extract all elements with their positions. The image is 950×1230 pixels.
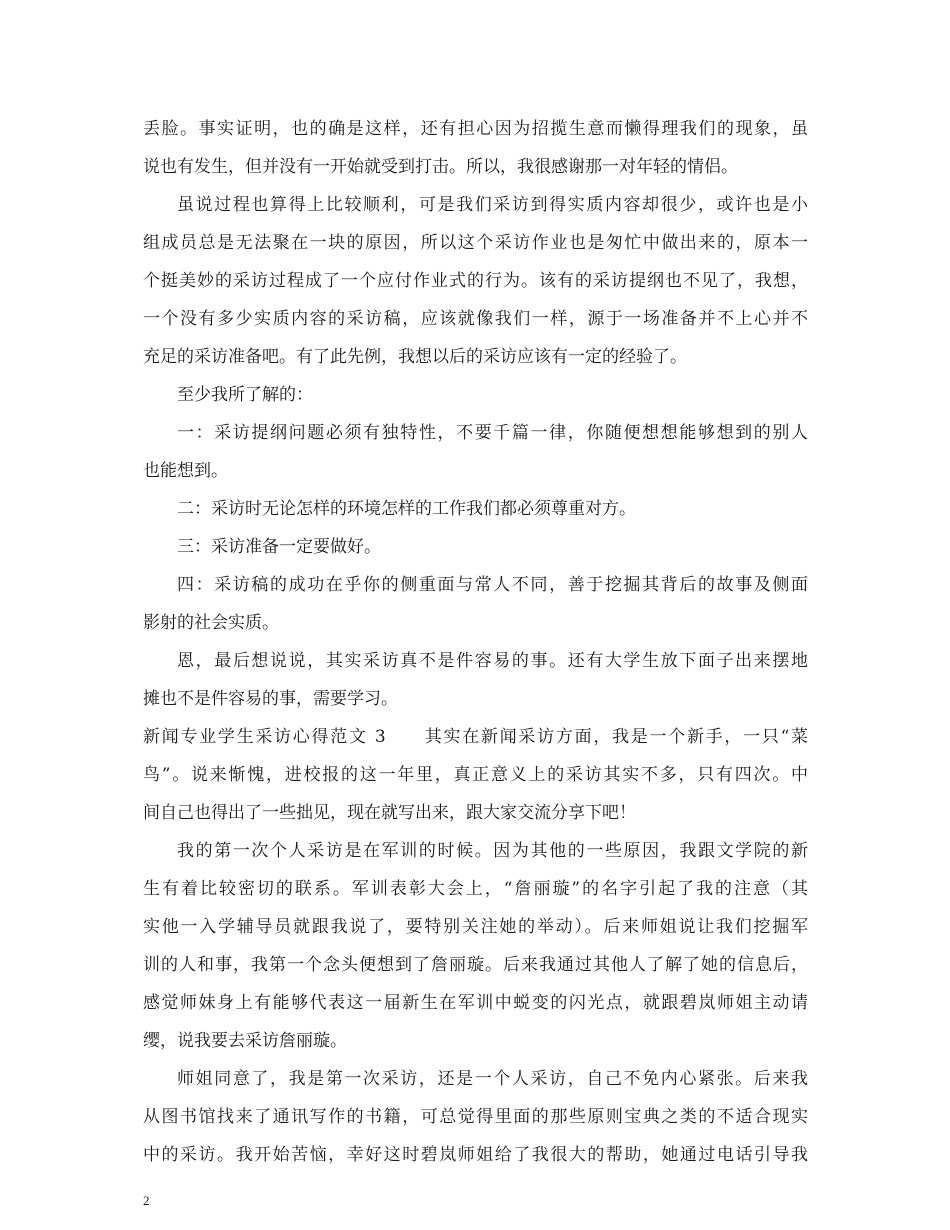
text-line: 师姐同意了，我是第一次采访，还是一个人采访，自己不免内心紧张。后来我	[177, 1069, 808, 1089]
text-line: 个挺美妙的采访过程成了一个应付作业式的行为。该有的采访提纲也不见了，我想，	[143, 271, 808, 291]
text-line: 感觉师妹身上有能够代表这一届新生在军训中蜕变的闪光点，就跟碧岚师姐主动请	[143, 993, 808, 1013]
text-line: 一个没有多少实质内容的采访稿，应该就像我们一样，源于一场准备并不上心并不	[143, 309, 808, 329]
text-line: 我的第一次个人采访是在军训的时候。因为其他的一些原因，我跟文学院的新	[177, 841, 808, 861]
text-line: 恩，最后想说说，其实采访真不是件容易的事。还有大学生放下面子出来摆地	[177, 651, 808, 671]
text-line: 中的采访。我开始苦恼，幸好这时碧岚师姐给了我很大的帮助，她通过电话引导我	[143, 1145, 808, 1165]
text-line: 鸟”。说来惭愧，进校报的这一年里，真正意义上的采访其实不多，只有四次。中	[143, 765, 808, 785]
text-line: 从图书馆找来了通讯写作的书籍，可总觉得里面的那些原则宝典之类的不适合现实	[143, 1107, 808, 1127]
text-line: 充足的采访准备吧。有了此先例，我想以后的采访应该有一定的经验了。	[143, 347, 687, 367]
text-line: 说也有发生，但并没有一开始就受到打击。所以，我很感谢那一对年轻的情侣。	[143, 157, 738, 177]
text-line: 虽说过程也算得上比较顺利，可是我们采访到得实质内容却很少，或许也是小	[177, 195, 808, 215]
text-line: 二：采访时无论怎样的环境怎样的工作我们都必须尊重对方。	[177, 499, 636, 519]
text-line: 实他一入学辅导员就跟我说了，要特别关注她的举动）。后来师姐说让我们挖掘军	[143, 917, 808, 937]
text-line: 缨，说我要去采访詹丽璇。	[143, 1031, 347, 1051]
text-line: 生有着比较密切的联系。军训表彰大会上，“詹丽璇”的名字引起了我的注意（其	[143, 879, 808, 899]
text-line: 间自己也得出了一些拙见，现在就写出来，跟大家交流分享下吧！	[143, 803, 636, 823]
page-number: 2	[143, 1193, 150, 1208]
text-line: 四：采访稿的成功在乎你的侧重面与常人不同，善于挖掘其背后的故事及侧面	[177, 575, 808, 595]
text-line: 影射的社会实质。	[143, 613, 279, 633]
text-line: 训的人和事，我第一个念头便想到了詹丽璇。后来我通过其他人了解了她的信息后，	[143, 955, 808, 975]
text-line: 组成员总是无法聚在一块的原因，所以这个采访作业也是匆忙中做出来的，原本一	[143, 233, 808, 253]
text-line: 至少我所了解的：	[177, 385, 313, 405]
text-line: 新闻专业学生采访心得范文 3 其实在新闻采访方面，我是一个新手，一只“菜	[143, 727, 808, 747]
text-line: 一：采访提纲问题必须有独特性，不要千篇一律，你随便想想能够想到的别人	[177, 423, 808, 443]
text-line: 丢脸。事实证明，也的确是这样，还有担心因为招揽生意而懒得理我们的现象，虽	[143, 119, 808, 139]
text-line: 也能想到。	[143, 461, 228, 481]
text-line: 摊也不是件容易的事，需要学习。	[143, 689, 398, 709]
text-line: 三：采访准备一定要做好。	[177, 537, 381, 557]
